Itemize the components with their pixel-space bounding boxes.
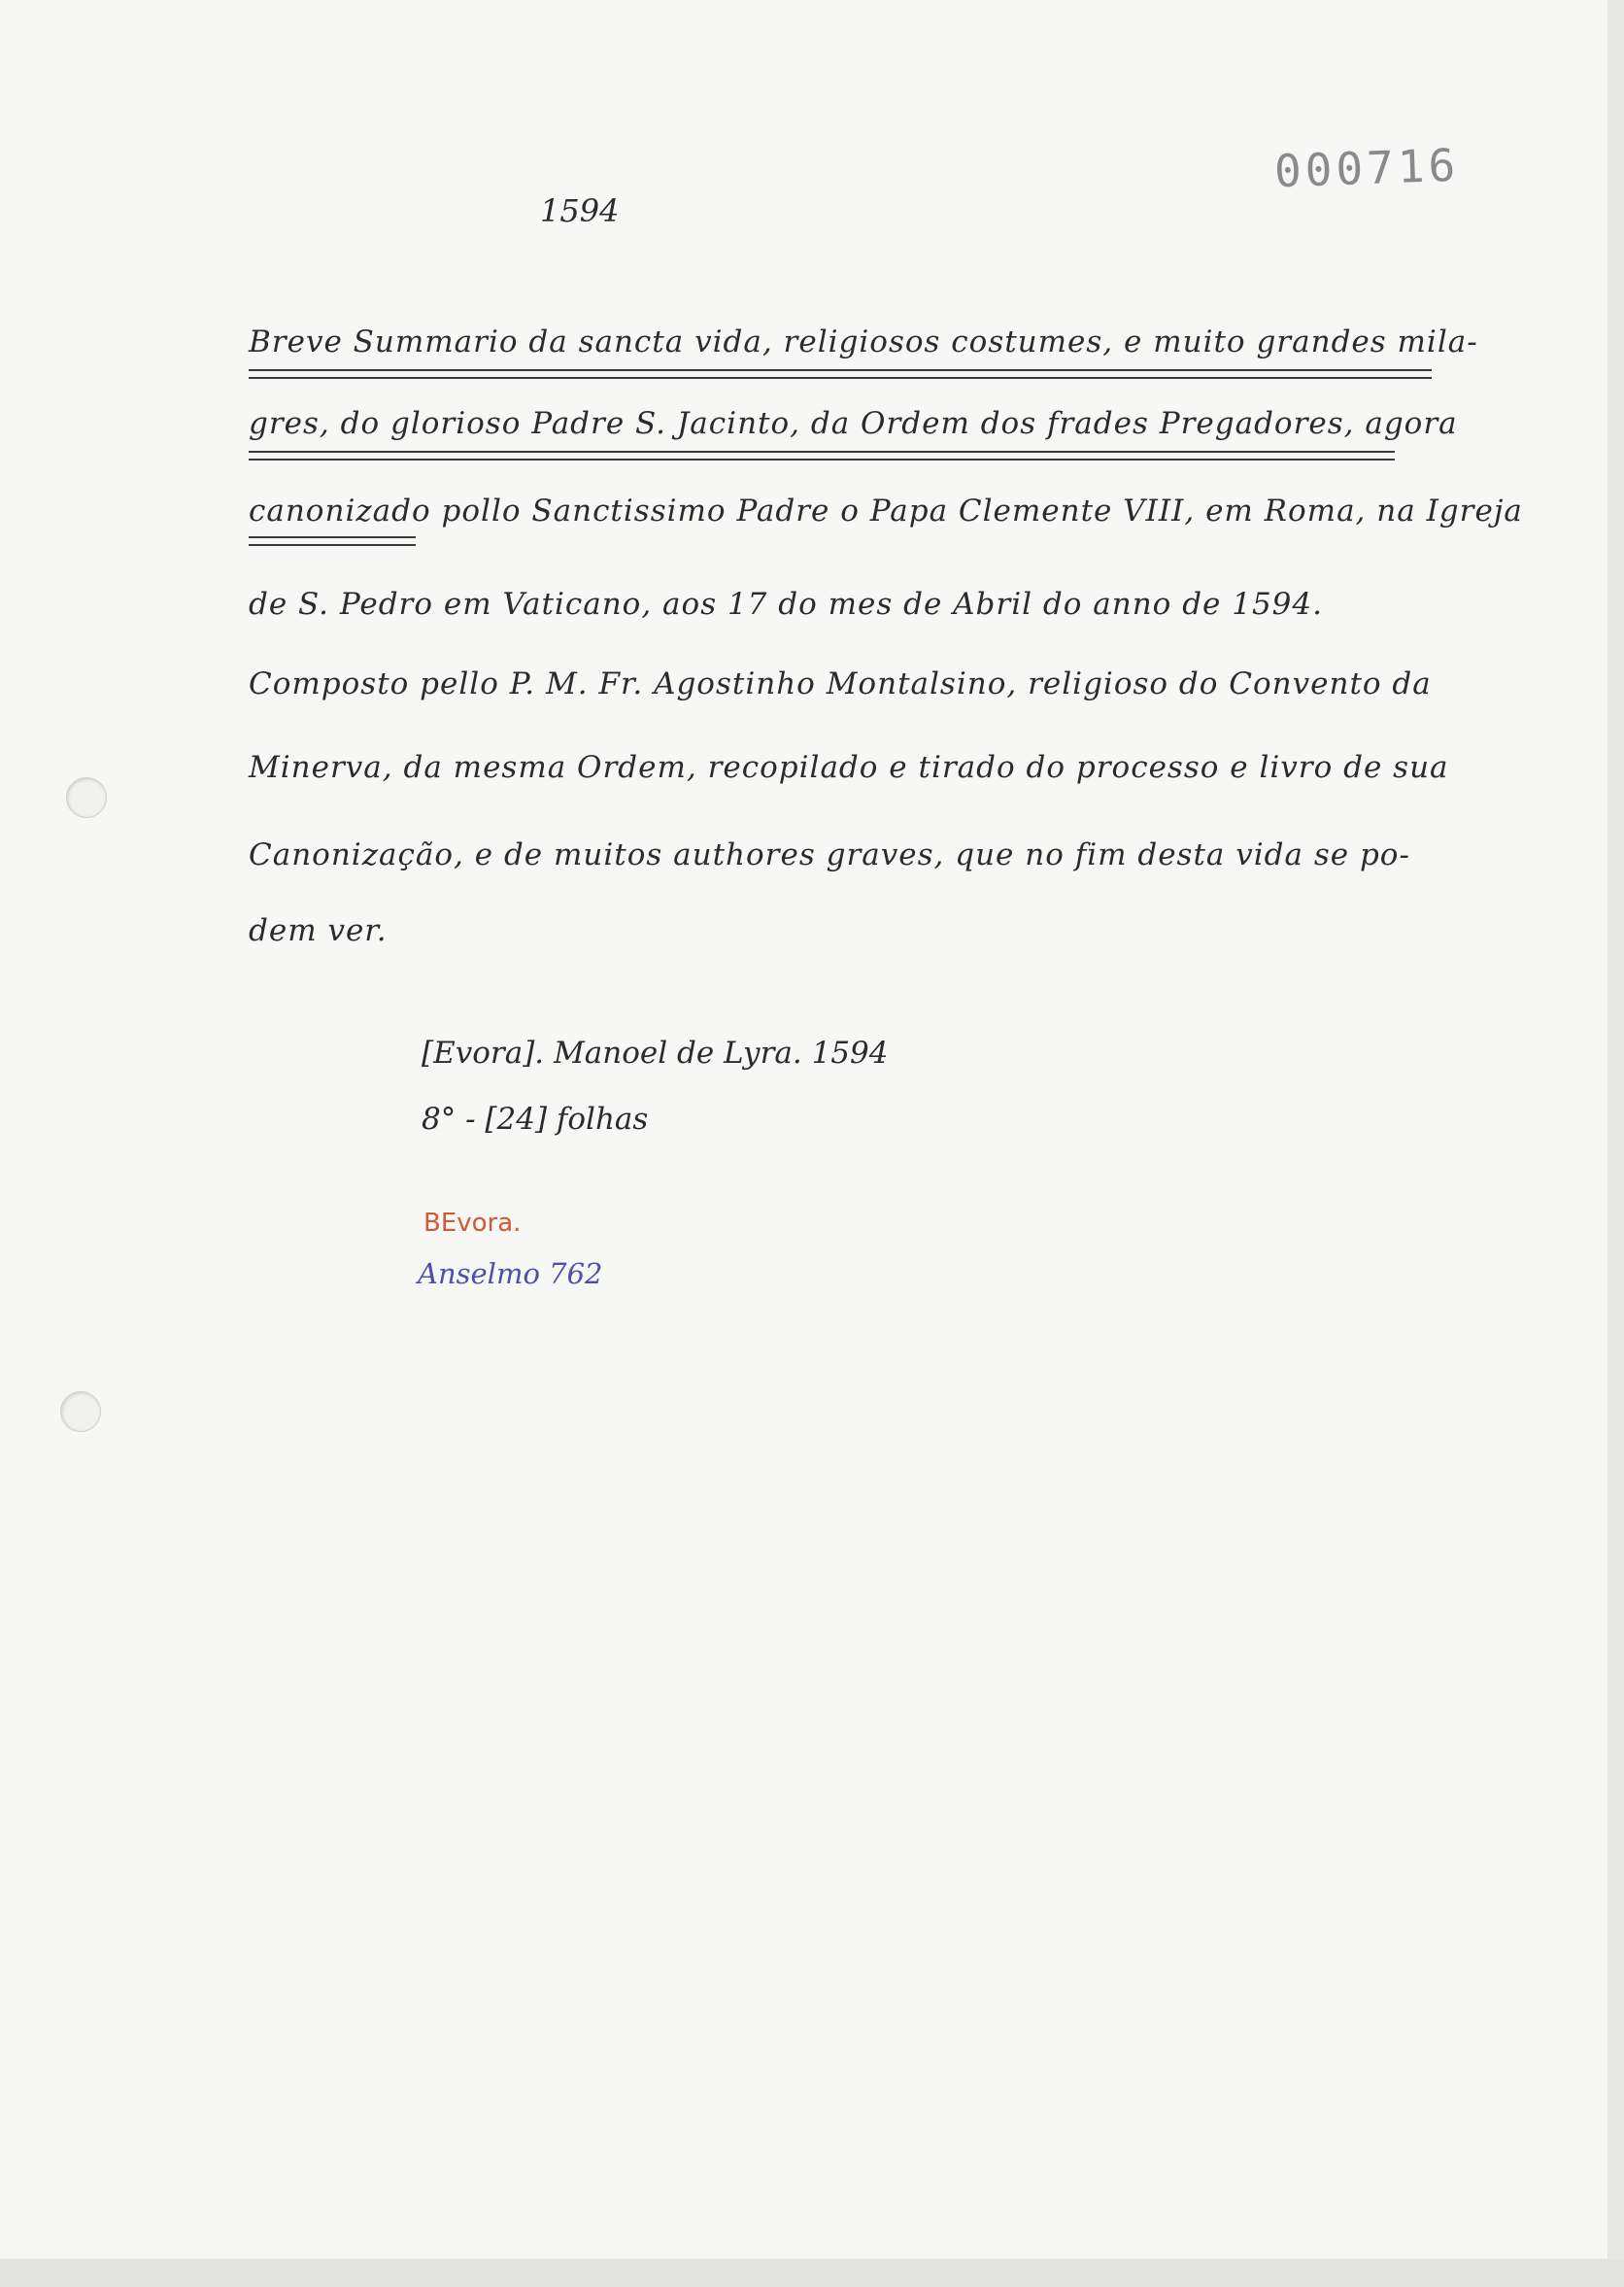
year-heading: 1594 bbox=[540, 192, 620, 229]
scan-edge-bottom bbox=[0, 2259, 1624, 2287]
title-line-7: Canonização, e de muitos authores graves, que no fim desta vida se po- bbox=[249, 837, 1410, 872]
punch-hole-icon bbox=[60, 1391, 101, 1432]
scan-edge-right bbox=[1607, 0, 1624, 2287]
title-line-6: Minerva, da mesma Ordem, recopilado e tirado do processo e livro de sua bbox=[249, 750, 1449, 785]
title-line-8: dem ver. bbox=[249, 913, 388, 948]
location-note: BEvora. bbox=[423, 1209, 522, 1238]
title-line-4: de S. Pedro em Vaticano, aos 17 do mes de Abril do anno de 1594. bbox=[249, 587, 1323, 622]
imprint-publisher: [Evora]. Manoel de Lyra. 1594 bbox=[422, 1036, 889, 1071]
punch-hole-icon bbox=[66, 777, 107, 818]
title-line-1: Breve Summario da sancta vida, religiosos costumes, e muito grandes mila- bbox=[249, 324, 1478, 359]
title-line-5: Composto pello P. M. Fr. Agostinho Montalsino, religioso do Convento da bbox=[249, 666, 1432, 701]
title-underline-2 bbox=[249, 451, 1395, 461]
title-underline-1 bbox=[249, 369, 1432, 379]
title-line-3: canonizado pollo Sanctissimo Padre o Papa Clemente VIII, em Roma, na Igreja bbox=[249, 494, 1523, 529]
title-underline-3 bbox=[249, 536, 416, 546]
title-line-2: gres, do glorioso Padre S. Jacinto, da Ordem dos frades Pregadores, agora bbox=[249, 406, 1458, 441]
imprint-format: 8° - [24] folhas bbox=[422, 1102, 649, 1137]
stamp-number: 000716 bbox=[1273, 138, 1461, 198]
reference-note: Anselmo 762 bbox=[418, 1257, 603, 1290]
